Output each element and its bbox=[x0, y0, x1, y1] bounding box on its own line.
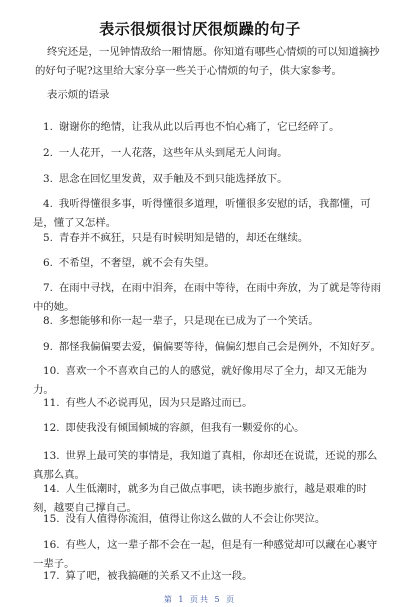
item-text-continuation: 真那么真。 bbox=[33, 469, 85, 481]
item-text: 算了吧，被我搞砸的关系又不止这一段。 bbox=[65, 570, 253, 582]
item-number: 5. bbox=[43, 232, 53, 244]
item-text: 谢谢你的绝情，让我从此以后再也不怕心痛了，它已经碎了。 bbox=[58, 121, 340, 133]
item-text: 都怪我偏偏要去爱，偏偏要等待，偏偏幻想自己会是例外，不知好歹。 bbox=[58, 341, 382, 353]
list-item bbox=[43, 229, 378, 248]
list-item bbox=[43, 312, 378, 331]
item-number: 16. bbox=[43, 539, 60, 551]
item-text: 不希望，不奢望，就不会有失望。 bbox=[58, 257, 215, 269]
page-footer: 第 1 页共 5 页 bbox=[163, 595, 237, 604]
item-text: 人生低潮时，就多为自己做点事吧，读书跑步旅行，越是艰难的时 bbox=[65, 483, 367, 495]
item-text: 多想能够和你一起一辈子，只是现在已成为了一个笑话。 bbox=[58, 315, 319, 327]
item-number: 1. bbox=[43, 121, 53, 133]
list-item bbox=[33, 195, 378, 233]
list-item bbox=[43, 567, 378, 586]
list-item bbox=[43, 419, 378, 438]
item-number: 15. bbox=[43, 513, 60, 525]
item-text: 一人花开，一人花落，这些年从头到尾无人问询。 bbox=[58, 147, 288, 159]
item-number: 11. bbox=[43, 397, 60, 409]
item-text-continuation: 一辈子。 bbox=[33, 558, 75, 570]
list-item bbox=[43, 394, 378, 413]
page-title: 表示很烦很讨厌很烦躁的句子 bbox=[99, 20, 301, 38]
item-text: 思念在回忆里发黄，双手触及不到只能选择放下。 bbox=[58, 173, 288, 185]
item-number: 14. bbox=[43, 483, 60, 495]
list-item bbox=[43, 118, 378, 137]
item-text: 有些人，这一辈子都不会在一起，但是有一种感觉却可以藏在心裹守 bbox=[65, 539, 378, 551]
item-number: 13. bbox=[43, 450, 60, 462]
list-item bbox=[43, 510, 378, 529]
item-text: 青春并不疯狂，只是有时候明知是错的，却还在继续。 bbox=[58, 232, 309, 244]
list-item bbox=[43, 170, 378, 189]
item-number: 4. bbox=[43, 198, 53, 210]
list-item bbox=[43, 254, 378, 273]
item-text: 喜欢一个不喜欢自己的人的感觉，就好像用尽了全力，却又无能为 bbox=[65, 365, 367, 377]
section-heading: 表示烦的语录 bbox=[47, 89, 110, 101]
intro-line-1: 终究还是，一见钟情敌给一厢情愿。你知道有哪些心情烦的可以知道摘抄 bbox=[47, 46, 380, 58]
item-number: 3. bbox=[43, 173, 53, 185]
intro-line-2: 的好句子呢?这里给大家分享一些关于心情烦的句子，供大家参考。 bbox=[35, 65, 342, 77]
item-number: 9. bbox=[43, 341, 53, 353]
item-number: 17. bbox=[43, 570, 60, 582]
item-number: 7. bbox=[43, 282, 53, 294]
item-text: 有些人不必说再见，因为只是路过而已。 bbox=[65, 397, 253, 409]
item-number: 8. bbox=[43, 315, 53, 327]
item-text-continuation: 中的她。 bbox=[33, 301, 75, 313]
list-item bbox=[43, 338, 382, 357]
item-number: 2. bbox=[43, 147, 53, 159]
list-item bbox=[43, 144, 378, 163]
item-text-continuation: 是，懂了又怎样。 bbox=[33, 217, 117, 229]
item-text: 我听得懂很多事，听得懂很多道理，听懂很多安慰的话，我都懂，可 bbox=[58, 198, 371, 210]
item-text: 在雨中寻找，在雨中泪奔，在雨中等待，在雨中奔放，为了就是等待雨 bbox=[58, 282, 382, 294]
item-text: 世界上最可笑的事情是，我知道了真相，你却还在说谎，还说的那么 bbox=[65, 450, 378, 462]
item-number: 10. bbox=[43, 365, 60, 377]
item-number: 12. bbox=[43, 422, 60, 434]
item-text: 即使我没有倾国倾城的容颜，但我有一颗爱你的心。 bbox=[65, 422, 305, 434]
item-text-continuation: 刻，越要自己撑自己。 bbox=[33, 502, 137, 514]
item-text: 没有人值得你流泪，值得让你这么做的人不会让你哭泣。 bbox=[65, 513, 326, 525]
item-number: 6. bbox=[43, 257, 53, 269]
item-text-continuation: 力。 bbox=[33, 384, 54, 396]
